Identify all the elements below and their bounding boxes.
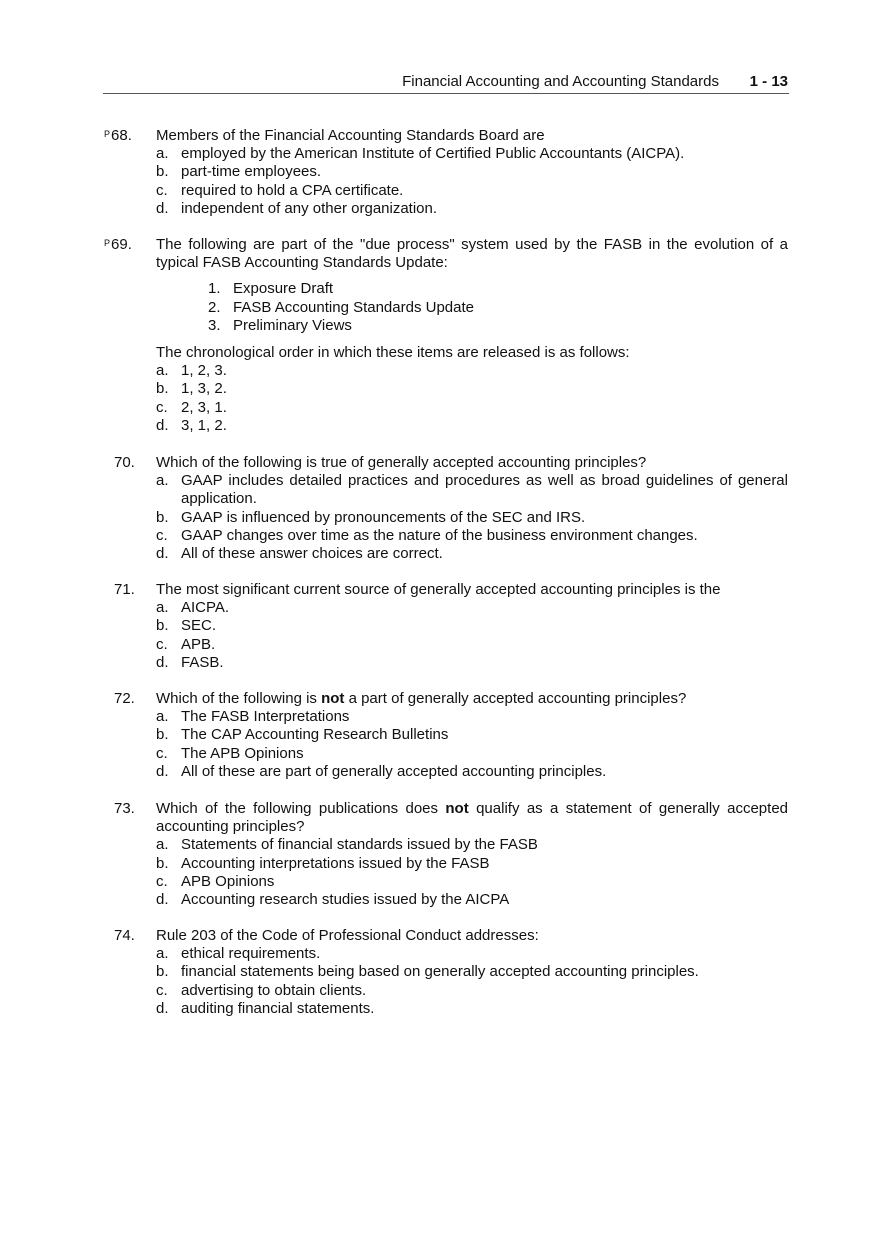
option-b: b. GAAP is influenced by pronouncements of the SEC and IRS. [156, 508, 586, 526]
page-header [103, 73, 789, 94]
question-69 [0, 236, 880, 435]
page-number: 1 - 13 [749, 73, 788, 90]
option-d: d. FASB. [156, 653, 224, 671]
option-a: a. Statements of financial standards issued by the FASB [156, 836, 538, 854]
question-number: 70. [114, 454, 135, 471]
question-stem: Which of the following publications does not qualify as a statement of generally accepted accounting principles? [156, 800, 789, 836]
question-number: $^P$69. [104, 236, 132, 253]
header-title: Financial Accounting and Accounting Standards [402, 73, 719, 90]
question-72 [0, 690, 880, 781]
question-stem: Members of the Financial Accounting Standards Board are [156, 127, 545, 144]
question-marker: P [104, 238, 111, 248]
question-stem: The most significant current source of generally accepted accounting principles is the [156, 581, 721, 598]
question-number: 71. [114, 581, 135, 598]
option-b: b. SEC. [156, 617, 217, 635]
option-c: c. APB. [156, 635, 216, 653]
question-marker: P [104, 129, 111, 139]
option-b: b. part-time employees. [156, 163, 322, 181]
question-number: 74. [114, 927, 135, 944]
question-stem-continued: The chronological order in which these items are released is as follows: [156, 344, 630, 362]
option-d: d. 3, 1, 2. [156, 416, 227, 434]
option-d: d. independent of any other organization. [156, 199, 438, 217]
question-stem: Rule 203 of the Code of Professional Conduct addresses: [156, 927, 539, 944]
question-71 [0, 581, 880, 672]
option-a: a. AICPA. [156, 599, 230, 617]
question-number: 72. [114, 690, 135, 707]
question-68 [0, 127, 880, 218]
option-b: b. 1, 3, 2. [156, 380, 227, 398]
sequence-item-1: 1. Exposure Draft [208, 280, 334, 298]
option-c: c. GAAP changes over time as the nature of the business environment changes. [156, 526, 698, 544]
option-c: c. required to hold a CPA certificate. [156, 181, 404, 199]
question-stem: Which of the following is true of generally accepted accounting principles? [156, 454, 647, 471]
option-b: b. The CAP Accounting Research Bulletins [156, 726, 449, 744]
question-number: $^P$68. [104, 127, 132, 144]
option-d: d. All of these answer choices are correct. [156, 545, 443, 563]
option-c: c. APB Opinions [156, 872, 275, 890]
question-stem: Which of the following is not a part of generally accepted accounting principles? [156, 690, 687, 707]
option-b: b. financial statements being based on generally accepted accounting principles. [156, 963, 699, 981]
question-70 [0, 454, 880, 563]
option-c: c. advertising to obtain clients. [156, 981, 367, 999]
option-b: b. Accounting interpretations issued by the FASB [156, 854, 490, 872]
sequence-item-3: 3. Preliminary Views [208, 316, 352, 334]
emphasis-not: not [445, 800, 469, 817]
question-73 [0, 800, 880, 909]
option-a: a. The FASB Interpretations [156, 708, 350, 726]
option-a: a. GAAP includes detailed practices and procedures as well as broad guidelines of general application. [156, 472, 788, 508]
option-a: a. ethical requirements. [156, 945, 321, 963]
option-a: a. 1, 2, 3. [156, 362, 227, 380]
sequence-item-2: 2. FASB Accounting Standards Update [208, 298, 474, 316]
option-c: c. 2, 3, 1. [156, 398, 227, 416]
question-74 [0, 927, 880, 1018]
option-a: a. employed by the American Institute of Certified Public Accountants (AICPA). [156, 145, 685, 163]
emphasis-not: not [321, 690, 345, 707]
option-c: c. The APB Opinions [156, 744, 304, 762]
question-number: 73. [114, 800, 135, 817]
question-stem: The following are part of the "due process" system used by the FASB in the evolution of a typical FASB Accounting Standards Update: [156, 236, 788, 272]
option-d: d. All of these are part of generally accepted accounting principles. [156, 762, 607, 780]
option-d: d. Accounting research studies issued by the AICPA [156, 891, 510, 909]
option-d: d. auditing financial statements. [156, 999, 375, 1017]
